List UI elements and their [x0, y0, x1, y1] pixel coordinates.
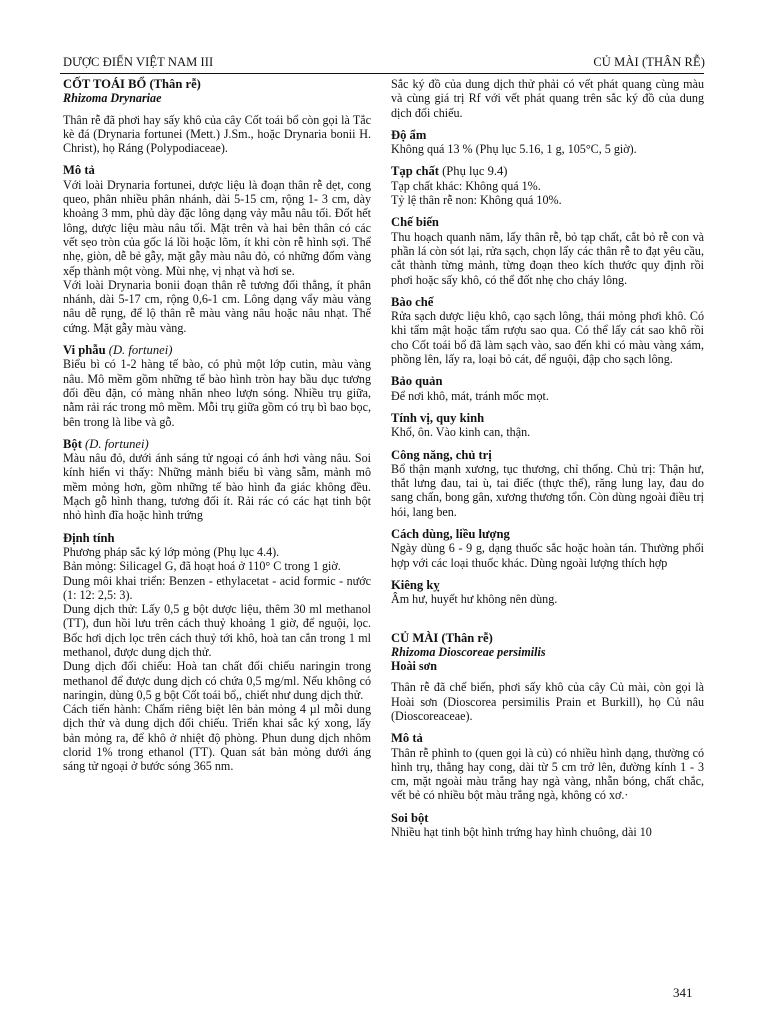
section-heading-mo-ta: Mô tả — [63, 163, 95, 178]
dinh-tinh-line-2: Bản mỏng: Silicagel G, đã hoạt hoá ở 110° C trong 1 giờ. — [63, 559, 341, 574]
section-heading-cm-mo-ta: Mô tả — [391, 731, 423, 746]
soi-bot-paragraph: Nhiều hạt tinh bột hình trứng hay hình chuông, dài 10 — [391, 825, 652, 840]
cach-dung-paragraph: Ngày dùng 6 - 9 g, dạng thuốc sắc hoặc hoàn tán. Thường phối hợp với các loại thuốc khác. Dùng ngoài lượng thích hợp — [391, 541, 704, 570]
cu-mai-alt-name: Hoài sơn — [391, 659, 438, 674]
tap-chat-title: Tạp chất — [391, 164, 439, 179]
running-header-right: CỦ MÀI (THÂN RỄ) — [593, 55, 705, 69]
running-header-left: DƯỢC ĐIỂN VIỆT NAM III — [63, 55, 214, 69]
bot-paragraph: Màu nâu đỏ, dưới ánh sáng tử ngoại có ánh hơi vàng nâu. Soi kính hiển vi thấy: Những mảnh biểu bì vàng sẫm, mảnh mô mềm mỏng hơn, gồm những tế bào hình đa giác không đều. Mạch gỗ hình thang, tương đối ít. Rải rác có các hạt tinh bột nhỏ hình đĩa hoặc hình trứng — [63, 451, 371, 523]
monograph-latin-name: Rhizoma Drynariae — [63, 91, 162, 106]
cu-mai-latin-name: Rhizoma Dioscoreae persimilis — [391, 644, 546, 659]
bao-quan-paragraph: Để nơi khô, mát, tránh mốc mọt. — [391, 388, 549, 403]
left-column — [63, 77, 371, 774]
dinh-tinh-line-4: Dung dịch thử: Lấy 0,5 g bột dược liệu, thêm 30 ml methanol (TT), đun hồi lưu trên cách thuỷ khoảng 1 giờ, để nguội, lọc. Bốc hơi dịch lọc trên cách thuỷ tới khô, hoà tan cắn trong 1 ml methanol, được dung dịch thử. — [63, 602, 371, 659]
section-heading-soi-bot: Soi bột — [391, 810, 429, 825]
dinh-tinh-line-6: Cách tiến hành: Chấm riêng biệt lên bản mỏng 4 µl mỗi dung dịch thử và dung dịch đối chiếu. Triển khai sắc ký xong, lấy bản mỏng ra, để khô ở nhiệt độ phòng. Phun dung dịch nhôm clorid 1% trong ethanol (TT). Quan sát bản mỏng dưới áng sáng tử ngoại ở bước sóng 365 nm. — [63, 702, 371, 774]
section-heading-tap-chat — [391, 164, 704, 178]
bot-subtitle: (D. fortunei) — [85, 436, 149, 451]
section-heading-do-am: Độ ẩm — [391, 127, 427, 142]
bao-che-paragraph: Rửa sạch dược liệu khô, cạo sạch lông, thái mỏng phơi khô. Có khi tẩm mật hoặc tẩm rượu sao qua. Có thể lấy cát sao khô rồi cho Cốt toái bổ đã làm sạch vào, sao đến khi có màu vàng xám, phồng lên, lấy ra, loại bỏ cát, để nguội, đập cho sạch lông. — [391, 309, 704, 367]
mo-ta-paragraph-1: Với loài Drynaria fortunei, dược liệu là đoạn thân rễ dẹt, cong queo, phân nhiều phân nhánh, dài 5-15 cm, rộng 1- 3 cm, dày khoảng 3 mm, phủ dày đặc lông dạng vảy mẫu nâu tối. Đốt hết lông, dược liệu màu nâu tối. Mặt trên và hai bên thân có các vết sẹo tròn của gốc lá lồi hoặc lõm, ít khi còn rễ hình sợi. Thể nhẹ, giòn, dễ bẻ gẫy, mặt gẫy màu nâu đỏ, có những đốm vàng xếp thành một vòng. Mùi nhẹ, vị nhạt và hơi se. — [63, 177, 371, 278]
tap-chat-subtitle: (Phụ lục 9.4) — [442, 164, 508, 179]
tap-chat-line-2: Tỷ lệ thân rễ non: Không quá 10%. — [391, 193, 562, 208]
header-rule — [60, 73, 704, 74]
monograph-title: CỐT TOÁI BỔ (Thân rễ) — [63, 77, 201, 91]
kieng-ky-paragraph: Âm hư, huyết hư không nên dùng. — [391, 592, 558, 607]
section-heading-tinh-vi: Tính vị, quy kinh — [391, 410, 485, 425]
tap-chat-line-1: Tạp chất khác: Không quá 1%. — [391, 178, 541, 193]
dinh-tinh-line-3: Dung môi khai triển: Benzen - ethylacetat - acid formic - nước (1: 12: 2,5: 3). — [63, 573, 371, 602]
monograph-title-cu-mai: CỦ MÀI (Thân rễ) — [391, 630, 493, 645]
section-heading-vi-phau — [63, 343, 371, 357]
vi-phau-subtitle: (D. fortunei) — [108, 343, 173, 358]
cong-nang-paragraph: Bổ thận mạnh xương, tục thương, chỉ thống. Chủ trị: Thận hư, thắt lưng đau, tai ù, tai điếc (thực thể), răng lung lay, đau do sang chấn, bong gân, xương thương tổn. Còn dùng ngoài điều trị hói, lang ben. — [391, 461, 704, 519]
tinh-vi-paragraph: Khổ, ôn. Vào kinh can, thận. — [391, 425, 531, 440]
monograph-intro: Thân rễ đã phơi hay sấy khô của cây Cốt toái bổ còn gọi là Tắc kè đá (Drynaria fortunei (Mett.) J.Sm., hoặc Drynaria bonii H. Christ), họ Ráng (Polypodiaceae). — [63, 112, 371, 156]
section-heading-kieng-ky: Kiêng kỵ — [391, 577, 440, 592]
che-bien-paragraph: Thu hoạch quanh năm, lấy thân rễ, bỏ tạp chất, cắt bỏ rễ con và phần lá còn sót lại, rửa sạch, chọn lấy các thân rễ to đạt yêu cầu, cắt thành từng mảnh, từng đoạn theo kích thước quy định rồi phơi hoặc sấy khô, có thể đốt nhẹ cho cháy lông. — [391, 229, 704, 287]
page-number: 341 — [673, 985, 693, 1000]
section-heading-cong-nang: Công năng, chủ trị — [391, 447, 492, 462]
bot-title: Bột — [63, 436, 82, 451]
cm-mo-ta-paragraph: Thân rễ phình to (quen gọi là củ) có nhiều hình dạng, thường có hình trụ, thẳng hay cong, dài từ 5 cm trở lên, đường kính 1 - 3 cm, mặt ngoài màu trắng hay ngà vàng, nhẵn bóng, chất chắc, vết bẻ có nhiều bột màu trắng ngà, không có xơ.· — [391, 745, 704, 803]
cu-mai-intro: Thân rễ đã chế biến, phơi sấy khô của cây Củ mài, còn gọi là Hoài sơn (Dioscorea persimilis Prain et Burkill), họ Củ nâu (Dioscoreaceae). — [391, 680, 704, 723]
dinh-tinh-continuation: Sắc ký đồ của dung dịch thử phải có vết phát quang cùng màu và cùng giá trị Rf với vết phát quang trên sắc ký đồ của dung dịch đối chiếu. — [391, 77, 704, 120]
section-heading-cach-dung: Cách dùng, liều lượng — [391, 527, 510, 542]
right-column — [391, 77, 704, 839]
vi-phau-title: Vi phẫu — [63, 343, 106, 358]
vi-phau-paragraph: Biểu bì có 1-2 hàng tế bào, có phủ một lớp cutin, màu vàng nâu. Mô mềm gồm những tế bào hình tròn hay bầu dục tương đối đều đặn, có màng nhăn nheo lượn sóng. Nhiều trụ giữa, nằm rải rác trong mô mềm. Mỗi trụ giữa gồm có trụ bì bao bọc, bên trong là libe và gỗ. — [63, 357, 371, 429]
section-heading-dinh-tinh: Định tính — [63, 530, 115, 545]
section-heading-bot — [63, 437, 371, 451]
section-heading-bao-che: Bào chế — [391, 294, 434, 309]
section-heading-bao-quan: Bảo quản — [391, 374, 443, 389]
dinh-tinh-line-5: Dung dịch đối chiếu: Hoà tan chất đối chiếu naringin trong methanol để được dung dịch có chứa 0,5 mg/ml. Nếu không có naringin, dùng 0,5 g bột Cốt toái bổ,, chiết như dung dịch thử. — [63, 659, 371, 702]
dinh-tinh-line-1: Phương pháp sắc ký lớp mỏng (Phụ lục 4.4). — [63, 544, 280, 559]
section-heading-che-bien: Chế biến — [391, 215, 439, 230]
mo-ta-paragraph-2: Với loài Drynaria bonii đoạn thân rễ tương đối thẳng, ít phân nhánh, dài 5-17 cm, rộng 0,6-1 cm. Lông dạng vẩy màu vàng nâu dễ rụng, để lộ thân rễ màu vàng nâu hoặc nâu nhạt. Thể cứng. Mặt gẫy màu vàng. — [63, 277, 371, 335]
do-am-paragraph: Không quá 13 % (Phụ lục 5.16, 1 g, 105°C, 5 giờ). — [391, 142, 637, 157]
